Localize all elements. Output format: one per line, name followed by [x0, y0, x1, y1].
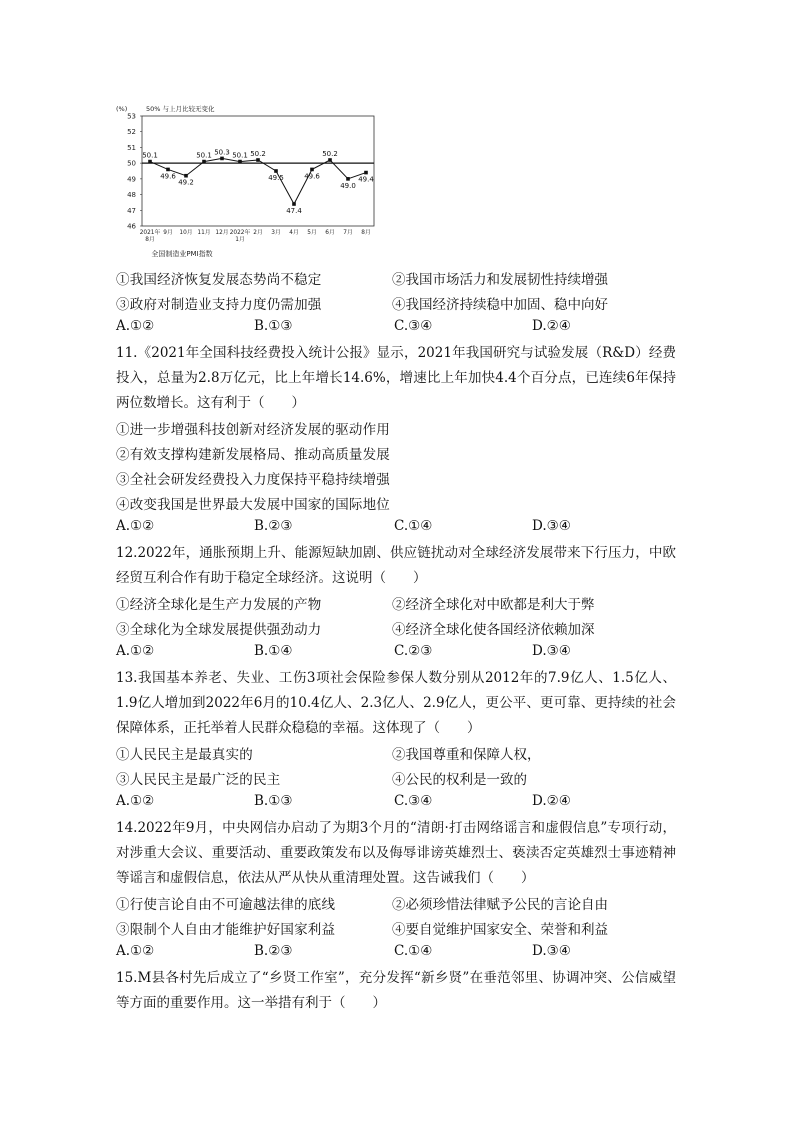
x-tick-label: 12月	[215, 230, 229, 236]
y-tick-label: 49	[127, 175, 136, 184]
x-tick-label: 3月	[271, 230, 281, 236]
pmi-data-label: 50.1	[232, 151, 248, 160]
q13-option-2: ②我国尊重和保障人权，	[392, 747, 541, 763]
q14-choice-b[interactable]: B.②③	[254, 943, 293, 959]
q15-stem: 15.M县各村先后成立了“乡贤工作室”，充分发挥“新乡贤”在垂范邻里、协调冲突、公信威望等方面的重要作用。这一举措有利于（ ）	[116, 970, 676, 1011]
q11-choice-a[interactable]: A.①②	[116, 518, 155, 534]
q13-option-4: ④公民的权利是一致的	[392, 772, 527, 788]
legend-label: 50% 与上月比较无变化	[146, 105, 215, 113]
y-tick-label: 47	[127, 206, 136, 215]
q11-choice-b[interactable]: B.②③	[254, 518, 293, 534]
pmi-data-label: 50.1	[142, 151, 158, 160]
q13-choice-a[interactable]: A.①②	[116, 793, 155, 809]
q14-stem: 14.2022年9月，中央网信办启动了为期3个月的“清朗·打击网络谣言和虚假信息”专项行动，对涉重大会议、重要活动、重要政策发布以及侮辱诽谤英雄烈士、亵渎否定英雄烈士事迹精神等谣言和虚假信息，依法从严从快从重清理处置。这告诫我们（ ）	[116, 820, 676, 886]
q10-choice-c[interactable]: C.③④	[394, 318, 433, 334]
q12-choice-b[interactable]: B.①④	[254, 643, 293, 659]
pmi-chart-svg	[112, 98, 378, 262]
pmi-data-label: 49.4	[358, 175, 374, 184]
pmi-data-point	[292, 202, 296, 206]
q10-option-1: ①我国经济恢复发展态势尚不稳定	[116, 272, 322, 288]
pmi-data-label: 49.6	[304, 172, 320, 181]
pmi-data-point	[148, 160, 152, 164]
pmi-data-label: 50.2	[322, 150, 338, 158]
pmi-data-point	[310, 168, 314, 172]
pmi-data-label: 50.1	[196, 151, 212, 160]
x-tick-label: 1月	[235, 237, 245, 243]
pmi-data-label: 49.0	[340, 181, 356, 190]
q13-option-3: ③人民民主是最广泛的民主	[116, 772, 281, 788]
q12-stem: 12.2022年，通胀预期上升、能源短缺加剧、供应链扰动对全球经济发展带来下行压力，中欧经贸互利合作有助于稳定全球经济。这说明（ ）	[116, 545, 676, 586]
pmi-data-label: 50.2	[250, 150, 266, 158]
q14-option-2: ②必须珍惜法律赋予公民的言论自由	[392, 897, 608, 913]
x-tick-label: 6月	[325, 230, 335, 236]
q12-option-2: ②经济全球化对中欧都是利大于弊	[392, 597, 595, 613]
q13-choice-d[interactable]: D.②④	[532, 793, 571, 809]
q11-choice-d[interactable]: D.③④	[532, 518, 571, 534]
q14-option-3: ③限制个人自由才能维护好国家利益	[116, 922, 336, 938]
q12-choice-c[interactable]: C.②③	[394, 643, 433, 659]
pmi-data-point	[274, 169, 278, 173]
pmi-data-label: 47.4	[286, 207, 302, 215]
x-tick-label: 2月	[253, 230, 263, 236]
y-tick-label: 46	[127, 222, 136, 231]
x-tick-label: 7月	[343, 230, 353, 236]
q14-choice-d[interactable]: D.③④	[532, 943, 571, 959]
x-tick-label: 4月	[289, 230, 299, 236]
pmi-data-point	[166, 168, 170, 172]
chart-title: 全国制造业PMI指数	[151, 250, 213, 258]
pmi-data-point	[256, 158, 260, 162]
x-tick-label: 11月	[197, 230, 211, 236]
pmi-data-point	[202, 160, 206, 164]
q10-choice-d[interactable]: D.②④	[532, 318, 571, 334]
pmi-data-label: 49.2	[178, 178, 194, 187]
q10-option-4: ④我国经济持续稳中加固、稳中向好	[392, 297, 608, 313]
y-tick-label: 52	[127, 128, 136, 137]
y-tick-label: 50	[127, 159, 136, 168]
q10-option-2: ②我国市场活力和发展韧性持续增强	[392, 272, 608, 288]
q14-option-1: ①行使言论自由不可逾越法律的底线	[116, 897, 336, 913]
q11-option-4: ④改变我国是世界最大发展中国家的国际地位	[116, 497, 390, 513]
x-tick-label: 8月	[145, 237, 155, 243]
y-tick-label: 51	[127, 143, 136, 152]
x-tick-label: 9月	[163, 230, 173, 236]
q10-choice-a[interactable]: A.①②	[116, 318, 155, 334]
pmi-data-point	[328, 158, 332, 162]
q13-choice-c[interactable]: C.③④	[394, 793, 433, 809]
plot-frame	[142, 116, 374, 226]
q14-choice-a[interactable]: A.①②	[116, 943, 155, 959]
x-tick-label: 10月	[179, 230, 193, 236]
q11-option-2: ②有效支撑构建新发展格局、推动高质量发展	[116, 447, 390, 463]
pmi-data-label: 49.5	[268, 174, 284, 182]
pmi-data-point	[238, 160, 242, 164]
q10-option-3: ③政府对制造业支持力度仍需加强	[116, 297, 322, 313]
x-tick-label: 2021年	[139, 230, 161, 236]
q12-choice-a[interactable]: A.①②	[116, 643, 155, 659]
pmi-chart	[112, 98, 378, 262]
q11-choice-c[interactable]: C.①④	[394, 518, 433, 534]
x-tick-label: 2022年	[229, 230, 251, 236]
pmi-data-label: 50.3	[214, 148, 230, 157]
pmi-data-label: 49.6	[160, 172, 176, 181]
x-tick-label: 5月	[307, 230, 317, 236]
pmi-data-point	[184, 174, 188, 178]
q13-option-1: ①人民民主是最真实的	[116, 747, 253, 763]
pmi-data-point	[220, 157, 224, 161]
y-tick-label: 53	[127, 112, 136, 121]
y-unit-label: (%)	[116, 105, 128, 113]
q13-choice-b[interactable]: B.①③	[254, 793, 293, 809]
x-tick-label: 8月	[361, 230, 371, 236]
q10-choice-b[interactable]: B.①③	[254, 318, 293, 334]
q14-option-4: ④要自觉维护国家安全、荣誉和利益	[392, 922, 608, 938]
q12-option-1: ①经济全球化是生产力发展的产物	[116, 597, 322, 613]
y-tick-label: 48	[127, 191, 136, 200]
q14-choice-c[interactable]: C.①④	[394, 943, 433, 959]
pmi-data-point	[346, 177, 350, 181]
q11-option-1: ①进一步增强科技创新对经济发展的驱动作用	[116, 422, 390, 438]
q12-choice-d[interactable]: D.③④	[532, 643, 571, 659]
q11-option-3: ③全社会研发经费投入力度保持平稳持续增强	[116, 472, 390, 488]
q12-option-3: ③全球化为全球发展提供强劲动力	[116, 622, 322, 638]
q12-option-4: ④经济全球化使各国经济依赖加深	[392, 622, 595, 638]
q13-stem: 13.我国基本养老、失业、工伤3项社会保险参保人数分别从2012年的7.9亿人、1.5亿人、1.9亿人增加到2022年6月的10.4亿人、2.3亿人、2.9亿人，更公平、更可靠、更持续的社会保障体系，正托举着人民群众稳稳的幸福。这体现了（ ）	[116, 670, 676, 736]
pmi-data-point	[364, 171, 368, 175]
q11-stem: 11.《2021年全国科技经费投入统计公报》显示，2021年我国研究与试验发展（R&D）经费投入，总量为2.8万亿元，比上年增长14.6%，增速比上年加快4.4个百分点，已连续6年保持两位数增长。这有利于（ ）	[116, 345, 676, 411]
